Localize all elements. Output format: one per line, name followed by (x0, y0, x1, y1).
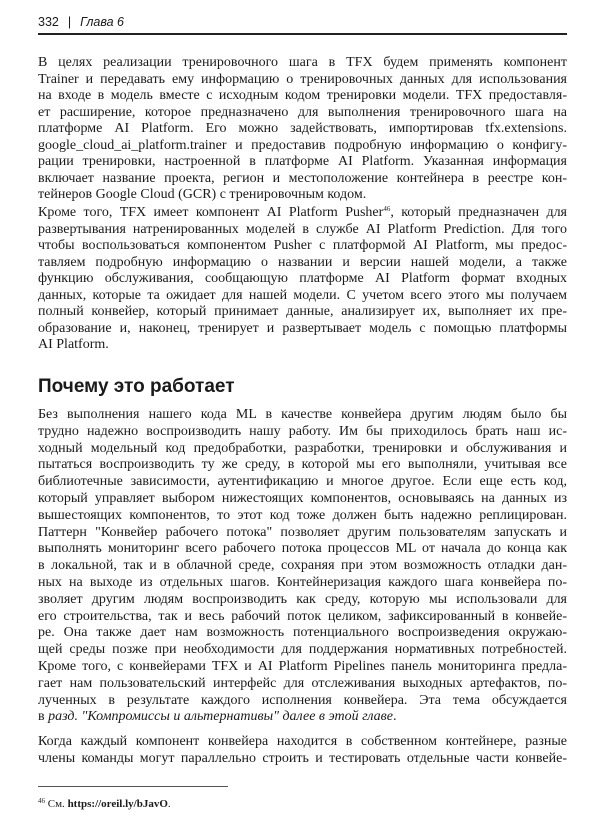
text-line (38, 693, 567, 710)
text-line (38, 121, 567, 138)
text-line (38, 424, 567, 441)
text-segment: вышестоящих компонентов, то этот код тоже должен быть надежно реплицирован. (38, 507, 567, 523)
text-line (38, 171, 567, 188)
text-segment: тавляем подробную информацию о названии и версии нашей модели, а также (38, 254, 567, 270)
text-line (38, 491, 567, 508)
running-header (38, 15, 124, 29)
text-line (38, 474, 567, 491)
text-segment: развертывания натренированных моделей в службе AI Platform Prediction. Для того (38, 221, 567, 237)
section-heading: Почему это работает (38, 376, 235, 397)
footnote-prefix: См. (47, 798, 68, 810)
footnote-rule (38, 786, 228, 787)
text-line (38, 271, 567, 288)
text-segment: тейнеров Google Cloud (GCR) с тренировочным кодом. (38, 187, 367, 202)
paragraph (38, 734, 567, 767)
text-segment: образование и, наконец, тренирует и развертывает модель с помощью платформы (38, 320, 567, 336)
text-segment: Кроме того, TFX имеет компонент AI Platform Pusher (38, 205, 384, 220)
text-segment: трудно надежно воспроизводить нашу работу. Им бы приходилось брать наш ис- (38, 423, 567, 439)
cross-reference: разд. "Компромиссы и альтернативы" далее в этой главе (48, 709, 393, 725)
text-segment: В целях реализации тренировочного шага в TFX будем применять компонент (38, 55, 567, 70)
text-line (38, 609, 567, 626)
footnote-link[interactable]: https://oreil.ly/bJavO (67, 798, 168, 810)
text-segment: Trainer и передавать ему информацию о тренировочных данных для использования (38, 71, 567, 87)
text-line (38, 138, 567, 155)
footnote-ref: 46 (383, 205, 391, 213)
text-line (38, 304, 567, 321)
text-segment: лученных в результате каждого исполнения конвейера. Эта тема обсуждается (38, 692, 567, 708)
text-segment: на входе в модель вместе с исходным кодом тренировки модели. TFX предоставля- (38, 88, 567, 103)
text-line (38, 541, 567, 558)
text-segment: Когда каждый компонент конвейера находится в собственном контейнере, разные (38, 734, 567, 749)
text-line (38, 441, 567, 458)
chapter-title: Глава 6 (80, 15, 124, 29)
footnote-suffix: . (167, 798, 171, 810)
text-line (38, 558, 567, 575)
text-line (38, 72, 567, 89)
text-line (38, 525, 567, 542)
footnote-number: 46 (38, 797, 45, 805)
text-line (38, 105, 567, 122)
text-line (38, 709, 567, 726)
text-line (38, 508, 567, 525)
text-line (38, 255, 567, 272)
text-segment: библиотечные зависимости, аутентификацию и многое другое. Если еще есть код, (38, 474, 567, 490)
text-segment: ет расширение, которое предназначено для выполнения тренировочного шага на (38, 104, 567, 120)
text-segment: данных, которые та ожидает для нашей модели. С учетом всего этого мы получаем (38, 287, 567, 303)
text-line (38, 88, 567, 105)
text-segment: щей среды позже при необходимости для поддержания нормативных потребностей. (38, 642, 567, 658)
text-segment: , который предназначен для (390, 205, 567, 220)
paragraph (38, 55, 567, 204)
text-line (38, 337, 567, 354)
text-line (38, 55, 567, 72)
text-line (38, 187, 567, 204)
text-line (38, 457, 567, 474)
text-segment: пытаться воспроизводить ту же среду, в которой мы его выполняли, учитывая все (38, 457, 567, 473)
text-line (38, 676, 567, 693)
text-segment: ходный модельный код предобработки, разработки, тренировки и обслуживания и (38, 440, 567, 456)
text-segment: платформе AI Platform. Его можно задействовать, импортировав tfx.extensions. (38, 121, 567, 136)
text-segment: ре. Она также дает нам возможность потенциального воспроизведения окружаю- (38, 625, 567, 641)
page-number: 332 (38, 15, 59, 29)
text-segment: зволяет другим людям воспроизводить как среду, которую мы использовали для (38, 591, 567, 607)
text-line (38, 659, 567, 676)
text-segment: включает название проекта, регион и местоположение контейнера в реестре кон- (38, 170, 567, 186)
text-segment: . (392, 709, 397, 725)
text-segment: в (38, 709, 49, 725)
text-segment: в локальной, так и в облачной среде, сохраняя при этом возможность отладки дан- (38, 558, 567, 574)
text-segment: функцию обслуживания, сообщающую платформе AI Platform формат входных (38, 271, 567, 286)
text-line (38, 734, 567, 751)
text-segment: Паттерн "Конвейер рабочего потока" позволяет другим пользователям запускать и (38, 524, 567, 540)
text-line (38, 575, 567, 592)
paragraph (38, 407, 567, 726)
footnote (38, 798, 171, 810)
header-rule (38, 33, 567, 35)
text-line (38, 407, 567, 424)
text-line (38, 288, 567, 305)
text-segment: члены команды могут параллельно строить и тестировать отдельные части конвейе- (38, 750, 567, 766)
header-separator: | (67, 15, 72, 29)
text-segment: Без выполнения нашего кода ML в качестве конвейера другим людям было бы (38, 407, 567, 422)
text-segment: Кроме того, с конвейерами TFX и AI Platform Pipelines панель мониторинга предла- (38, 658, 567, 674)
text-line (38, 154, 567, 171)
text-line (38, 205, 567, 222)
text-segment: google_cloud_ai_platform.trainer и предоставив подробную информацию о конфигу- (38, 137, 567, 153)
text-line (38, 238, 567, 255)
text-segment: полный конвейер, который принимает данные, анализирует их, выполняет их пре- (38, 304, 567, 319)
text-line (38, 321, 567, 338)
text-segment: его строительства, так и весь рабочий поток целиком, зафиксированный в конвейе- (38, 608, 567, 624)
text-line (38, 751, 567, 768)
text-line (38, 625, 567, 642)
text-segment: рации тренировки, настроенной в платформе AI Platform. Указанная информация (38, 154, 567, 169)
text-line (38, 222, 567, 239)
text-segment: AI Platform. (38, 337, 109, 352)
text-line (38, 642, 567, 659)
text-segment: чтобы воспользоваться компонентом Pusher с платформой AI Platform, мы предос- (38, 238, 567, 253)
text-line (38, 592, 567, 609)
text-segment: гает нам пользовательский интерфейс для отслеживания выходных артефактов, по- (38, 675, 567, 691)
paragraph (38, 205, 567, 354)
text-segment: выполнять мониторинг всего рабочего потока процессов ML от начала до конца как (38, 541, 567, 557)
text-segment: который управляет выбором нижестоящих компонентов, основываясь на данных из (38, 490, 567, 506)
text-segment: ных на выходе из отдельных шагов. Контейнеризация каждого шага конвейера по- (38, 574, 567, 590)
